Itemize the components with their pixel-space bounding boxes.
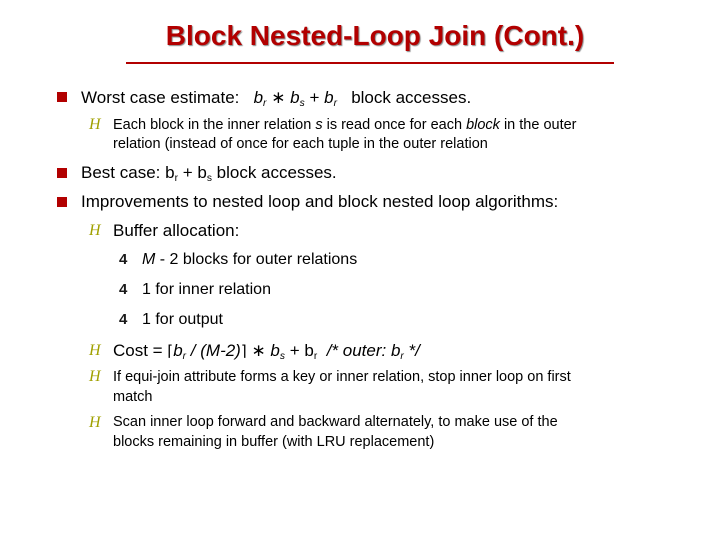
worst-case-label: Worst case estimate:	[81, 88, 240, 107]
square-bullet-icon	[57, 92, 67, 102]
h-bullet-icon: H	[89, 222, 101, 239]
h-bullet-icon: H	[89, 342, 101, 359]
formula-plus: +	[309, 88, 320, 107]
cost-line: Cost = $⌈b_r$ / (M-2)⌉ ∗ $b_s + b_r$ /* outer: $b_r$ */	[113, 341, 420, 362]
buffer-item-output: 1 for output	[142, 311, 223, 328]
h-bullet-icon: H	[89, 414, 101, 431]
formula-bs: $b_s$	[290, 88, 305, 109]
worst-case-sub-line2: relation (instead of once for each tuple in the outer relation	[113, 136, 488, 152]
square-bullet-icon	[57, 197, 67, 207]
buffer-allocation-line: Buffer allocation:	[113, 221, 240, 240]
worst-case-line	[81, 88, 471, 109]
improvements-line: Improvements to nested loop and block nested loop algorithms:	[81, 192, 559, 211]
four-box-bullet-icon: 4	[119, 251, 128, 268]
title-underline	[126, 62, 614, 64]
equijoin-line2: match	[113, 389, 153, 405]
four-box-bullet-icon: 4	[119, 281, 128, 298]
worst-case-suffix: block accesses.	[351, 88, 472, 107]
best-case-line: Best case: $b_r + b_s$ block accesses.	[81, 163, 337, 184]
four-box-bullet-icon: 4	[119, 311, 128, 328]
buffer-item-inner: 1 for inner relation	[142, 281, 271, 298]
formula-br: $b_r$	[253, 88, 267, 109]
h-bullet-icon: H	[89, 368, 101, 385]
slide-title: Block Nested-Loop Join (Cont.)	[165, 20, 585, 51]
formula-br2: $b_r$	[324, 88, 338, 109]
scan-line1: Scan inner loop forward and backward alternately, to make use of the	[113, 414, 558, 430]
worst-case-sub-line1: Each block in the inner relation s is read once for each block in the outer	[113, 117, 577, 133]
scan-line2: blocks remaining in buffer (with LRU replacement)	[113, 434, 435, 450]
formula-times: ∗	[271, 88, 286, 107]
buffer-item-outer: M - 2 blocks for outer relations	[142, 251, 358, 268]
square-bullet-icon	[57, 168, 67, 178]
equijoin-line1: If equi-join attribute forms a key or inner relation, stop inner loop on first	[113, 369, 571, 385]
h-bullet-icon: H	[89, 116, 101, 133]
